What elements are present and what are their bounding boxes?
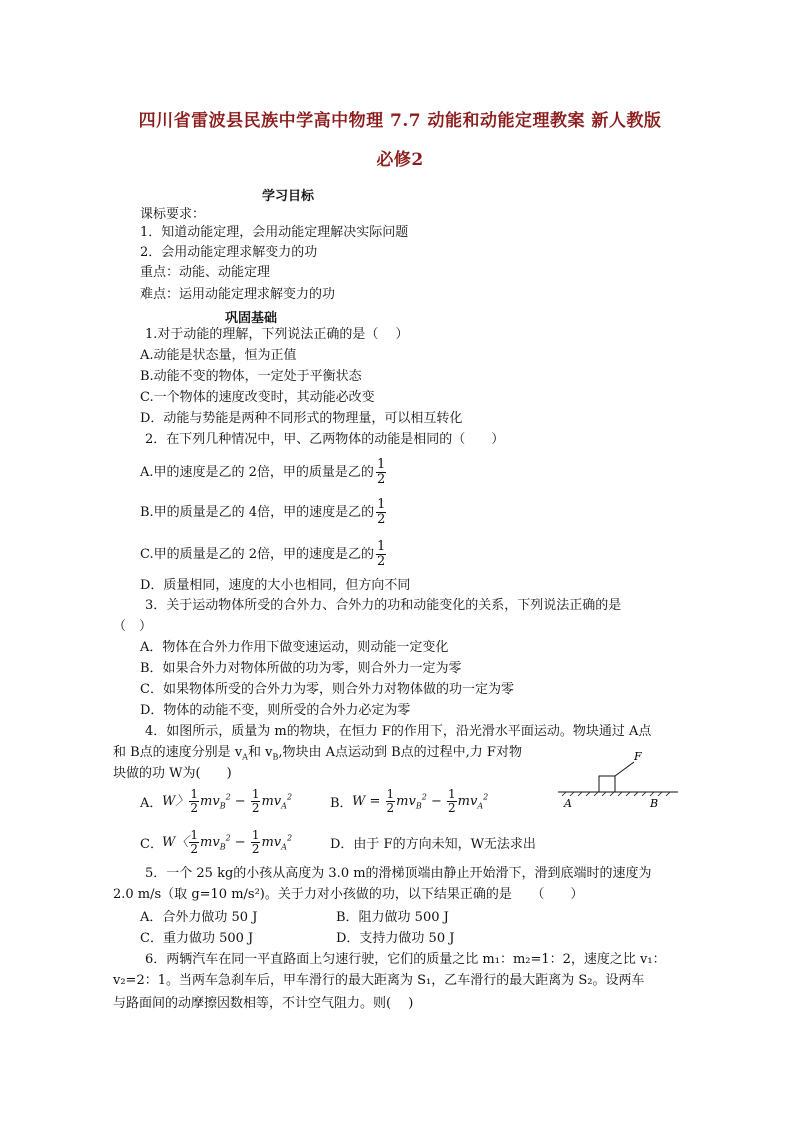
- question-1: 1.对于动能的理解，下列说法正确的是（ ）: [145, 327, 409, 342]
- section-heading-objectives: 学习目标: [262, 189, 315, 204]
- question-5-line1: 5．一个 25 kg的小孩从高度为 3.0 m的滑梯顶端由静止开始滑下，滑到底端时的速度为: [145, 866, 652, 881]
- question-5-line2: 2.0 m/s（取 g=10 m/s²)。关于力对小孩做的功，以下结果正确的是 （ ）: [113, 887, 584, 902]
- q5-option-c: C．重力做功 500 J: [140, 931, 254, 946]
- q4-option-c-label: C．: [140, 837, 163, 852]
- question-6-line2: v₂=2：1。当两车急刹车后，甲车滑行的最大距离为 S₁，乙车滑行的最大距离为 S₂。设两车: [113, 973, 645, 988]
- document-title-line2: 必修2: [376, 150, 424, 170]
- block: [599, 776, 615, 792]
- q4-option-c-formula: W〈 $\frac{1}{2}$ $mv_B^2$ − $\frac{1}{2}$ $mv_A^2$: [162, 828, 293, 856]
- point-b-label: B: [650, 797, 659, 810]
- q2-option-b: [140, 498, 386, 527]
- q4-option-a-formula: W〉 $\frac{1}{2}$ $mv_B^2$ − $\frac{1}{2}$ $mv_A^2$: [162, 787, 293, 815]
- q5-option-d: D．支持力做功 50 J: [336, 931, 455, 946]
- block-on-surface-figure: [556, 750, 681, 810]
- q1-option-a: A.动能是状态量，恒为正值: [140, 348, 297, 363]
- document-title-line1: 四川省雷波县民族中学高中物理 7.7 动能和动能定理教案 新人教版: [138, 111, 662, 131]
- q5-option-a: A．合外力做功 50 J: [140, 910, 258, 925]
- q4-option-d: D．由于 F的方向未知，W无法求出: [330, 837, 536, 852]
- q2-option-c: [140, 540, 386, 569]
- q5-option-b: B．阻力做功 500 J: [336, 910, 449, 925]
- question-6-line3: 与路面间的动摩擦因数相等，不计空气阻力。则( ): [113, 996, 414, 1011]
- requirement-1: 1．知道动能定理，会用动能定理解决实际问题: [140, 225, 409, 240]
- question-2: 2．在下列几种情况中，甲、乙两物体的动能是相同的（ ）: [145, 432, 505, 447]
- ground-hatching: [562, 792, 670, 796]
- point-a-label: A: [564, 797, 572, 810]
- q4-option-b-label: B．: [330, 796, 353, 811]
- key-point: 重点：动能、动能定理: [140, 265, 271, 280]
- q3-option-c: C．如果物体所受的合外力为零，则合外力对物体做的功一定为零: [140, 682, 514, 697]
- force-label: F: [634, 750, 642, 763]
- question-3-line2: （ ）: [113, 619, 153, 634]
- q4-option-b-formula: W = $\frac{1}{2}$ $mv_B^2$ − $\frac{1}{2}$ $mv_A^2$: [352, 787, 489, 815]
- q3-option-a: A．物体在合外力作用下做变速运动，则动能一定变化: [140, 640, 449, 655]
- section-heading-basics: 巩固基础: [225, 311, 278, 326]
- fraction-half: $\frac{1}{2}$: [377, 497, 386, 527]
- force-arrow: [615, 762, 634, 776]
- question-4-line2: 和 B点的速度分别是 $v_A$和 $v_B$,物块由 A点运动到 B点的过程中,力 F对物: [113, 745, 522, 762]
- fraction-half: $\frac{1}{2}$: [377, 539, 386, 569]
- question-4-line3: 块做的功 W为( ): [113, 766, 232, 781]
- q2-option-a-text: A.甲的速度是乙的 2倍，甲的质量是乙的: [140, 465, 374, 480]
- question-3-line1: 3．关于运动物体所受的合外力、合外力的功和动能变化的关系，下列说法正确的是: [145, 598, 622, 613]
- question-4-line1: 4．如图所示，质量为 m的物块，在恒力 F的作用下，沿光滑水平面运动。物块通过 A点: [145, 724, 652, 739]
- question-6-line1: 6．两辆汽车在同一平直路面上匀速行驶，它们的质量之比 m₁：m₂=1：2，速度之比 v₁：: [145, 952, 666, 967]
- q1-option-b: B.动能不变的物体，一定处于平衡状态: [140, 369, 362, 384]
- q4-option-a-label: A．: [140, 796, 163, 811]
- q3-option-b: B．如果合外力对物体所做的功为零，则合外力一定为零: [140, 661, 462, 676]
- fraction-half: $\frac{1}{2}$: [376, 457, 386, 487]
- requirements-label: 课标要求：: [140, 207, 206, 222]
- requirement-2: 2．会用动能定理求解变力的功: [140, 245, 318, 260]
- q2-option-d: D．质量相同，速度的大小也相同，但方向不同: [140, 578, 411, 593]
- difficulty-point: 难点：运用动能定理求解变力的功: [140, 287, 336, 302]
- q3-option-d: D．物体的动能不变，则所受的合外力必定为零: [140, 703, 411, 718]
- q2-option-c-text: C.甲的质量是乙的 2倍，甲的速度是乙的: [140, 547, 375, 562]
- q1-option-c: C.一个物体的速度改变时，其动能必改变: [140, 390, 375, 405]
- q2-option-a: [140, 458, 386, 487]
- q2-option-b-text: B.甲的质量是乙的 4倍，甲的速度是乙的: [140, 505, 375, 520]
- q1-option-d: D．动能与势能是两种不同形式的物理量，可以相互转化: [140, 411, 463, 426]
